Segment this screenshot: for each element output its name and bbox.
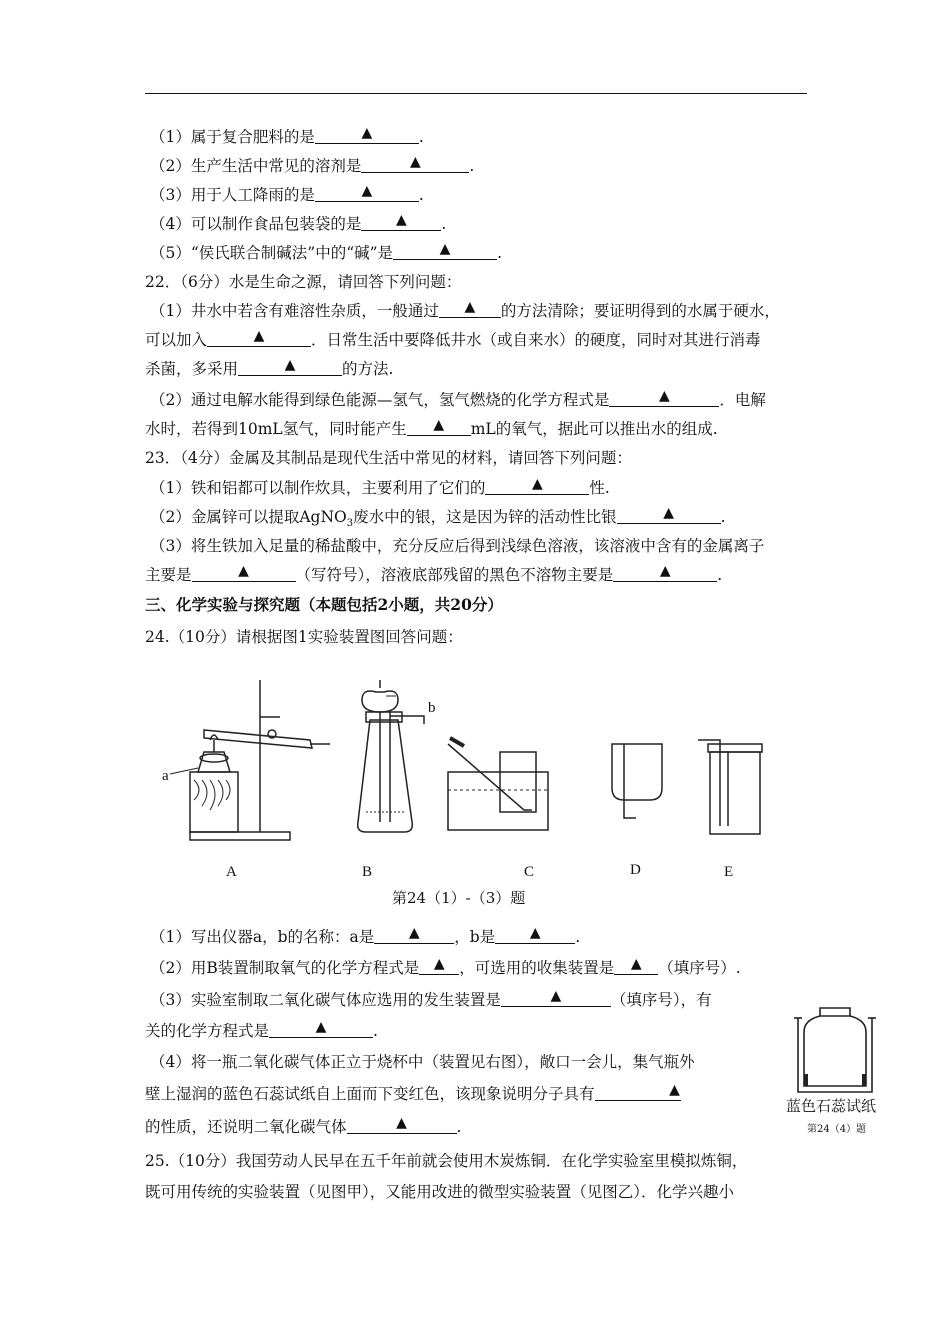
jar-caption: 第24（4）题: [807, 1124, 867, 1135]
funnel: [362, 691, 398, 712]
answer-blank[interactable]: ▲: [485, 478, 589, 495]
label-B: B: [362, 864, 373, 880]
q22-line-5: 水时，若得到10mL氢气，同时能产生 ▲ mL的氧气，据此可以推出水的组成.: [145, 417, 718, 438]
litmus-strip-left: [804, 1074, 808, 1086]
q21-item-5: （5）“侯氏联合制碱法”中的“碱”是 ▲ .: [150, 241, 502, 262]
q24-line-1: （1）写出仪器a，b的名称：a是 ▲ ，b是 ▲ .: [150, 925, 581, 946]
answer-blank[interactable]: ▲: [315, 185, 419, 202]
q25-line-1: 25.（10分）我国劳动人民早在五千年前就会使用木炭炼铜．在化学实验室里模拟炼铜，: [145, 1152, 748, 1170]
q25-line-2: 既可用传统的实验装置（见图甲），又能用改进的微型实验装置（见图乙）．化学兴趣小: [145, 1183, 735, 1201]
answer-blank[interactable]: ▲: [419, 958, 459, 975]
answer-blank[interactable]: ▲: [495, 927, 575, 944]
q24-line-7: 的性质，还说明二氧化碳气体 ▲ .: [145, 1115, 462, 1136]
q22-line-2: 可以加入 ▲ ．日常生活中要降低井水（或自来水）的硬度，同时对其进行消毒: [145, 328, 761, 349]
litmus-strip-right: [862, 1074, 866, 1086]
header-rule: [145, 93, 807, 94]
gas-jar-figure: [790, 998, 880, 1098]
label-D: D: [630, 862, 641, 878]
answer-blank[interactable]: ▲: [439, 301, 501, 318]
apparatus-figure: [162, 672, 770, 892]
q24-line-4: 关的化学方程式是 ▲ .: [145, 1019, 378, 1040]
label-a: a: [162, 768, 169, 784]
q24-line-3: （3）实验室制取二氧化碳气体应选用的发生装置是 ▲ （填序号），有: [150, 988, 712, 1009]
answer-blank[interactable]: ▲: [614, 958, 658, 975]
q23-line-4: 主要是 ▲ （写符号），溶液底部残留的黑色不溶物主要是 ▲ .: [145, 563, 723, 584]
answer-blank[interactable]: ▲: [315, 127, 419, 144]
q22-line-4: （2）通过电解水能得到绿色能源—氢气，氢气燃烧的化学方程式是 ▲ ．电解: [150, 388, 766, 409]
q22-heading: 22．（6分）水是生命之源，请回答下列问题：: [145, 273, 462, 291]
q21-item-1: （1）属于复合肥料的是 ▲ .: [150, 125, 424, 146]
answer-blank[interactable]: ▲: [407, 419, 471, 436]
answer-blank[interactable]: ▲: [613, 565, 717, 582]
answer-blank[interactable]: ▲: [374, 927, 454, 944]
q23-line-1: （1）铁和铝都可以制作炊具，主要利用了它们的 ▲ 性.: [150, 476, 610, 497]
q21-item-2: （2）生产生活中常见的溶剂是 ▲ .: [150, 154, 475, 175]
label-E: E: [724, 864, 734, 880]
answer-blank[interactable]: ▲: [361, 156, 469, 173]
q24-line-2: （2）用B装置制取氧气的化学方程式是 ▲ ，可选用的收集装置是 ▲ （填序号）.: [150, 956, 741, 977]
answer-blank[interactable]: ▲: [617, 507, 721, 524]
answer-blank[interactable]: ▲: [192, 565, 296, 582]
gas-bottle: [500, 752, 536, 812]
q23-heading: 23．（4分）金属及其制品是现代生活中常见的材料，请回答下列问题：: [145, 449, 632, 467]
figure-caption: 第24（1）-（3）题: [392, 889, 526, 907]
q22-line-3: 杀菌，多采用 ▲ 的方法.: [145, 357, 394, 378]
litmus-paper-label: 蓝色石蕊试纸: [786, 1097, 877, 1115]
answer-blank[interactable]: ▲: [393, 243, 497, 260]
section-3-heading: 三、化学实验与探究题（本题包括2小题，共20分）: [145, 595, 503, 614]
q24-line-6: 壁上湿润的蓝色石蕊试纸自上面而下变红色，该现象说明分子具有 ▲: [145, 1082, 680, 1103]
bottle-d: [612, 744, 662, 800]
label-C: C: [524, 864, 535, 880]
answer-blank[interactable]: ▲: [238, 359, 342, 376]
q24-heading: 24.（10分）请根据图1实验装置图回答问题：: [145, 628, 463, 646]
answer-blank[interactable]: ▲: [595, 1084, 681, 1101]
q21-item-3: （3）用于人工降雨的是 ▲ .: [150, 183, 424, 204]
label-A: A: [226, 864, 237, 880]
water-trough: [448, 772, 548, 830]
conical-flask: [358, 720, 413, 832]
answer-blank[interactable]: ▲: [207, 330, 311, 347]
bottle-e: [710, 752, 760, 834]
q22-line-1: （1）井水中若含有难溶性杂质，一般通过 ▲ 的方法清除；要证明得到的水属于硬水，: [150, 299, 780, 320]
q24-line-5: （4）将一瓶二氧化碳气体正立于烧杯中（装置见右图），敞口一会儿，集气瓶外: [150, 1053, 695, 1071]
q23-line-3: （3）将生铁加入足量的稀盐酸中，充分反应后得到浅绿色溶液，该溶液中含有的金属离子: [150, 537, 765, 555]
answer-blank[interactable]: ▲: [347, 1117, 457, 1134]
answer-blank[interactable]: ▲: [609, 390, 719, 407]
q23-line-2: （2）金属锌可以提取AgNO$_3$废水中的银，这是因为锌的活动性比银 ▲ .: [150, 505, 726, 530]
answer-blank[interactable]: ▲: [361, 214, 441, 231]
answer-blank[interactable]: ▲: [501, 990, 611, 1007]
q21-item-4: （4）可以制作食品包装袋的是 ▲ .: [150, 212, 447, 233]
test-tube: [204, 730, 312, 748]
answer-blank[interactable]: ▲: [269, 1021, 373, 1038]
label-b: b: [428, 700, 436, 716]
stand-base: [190, 832, 290, 840]
